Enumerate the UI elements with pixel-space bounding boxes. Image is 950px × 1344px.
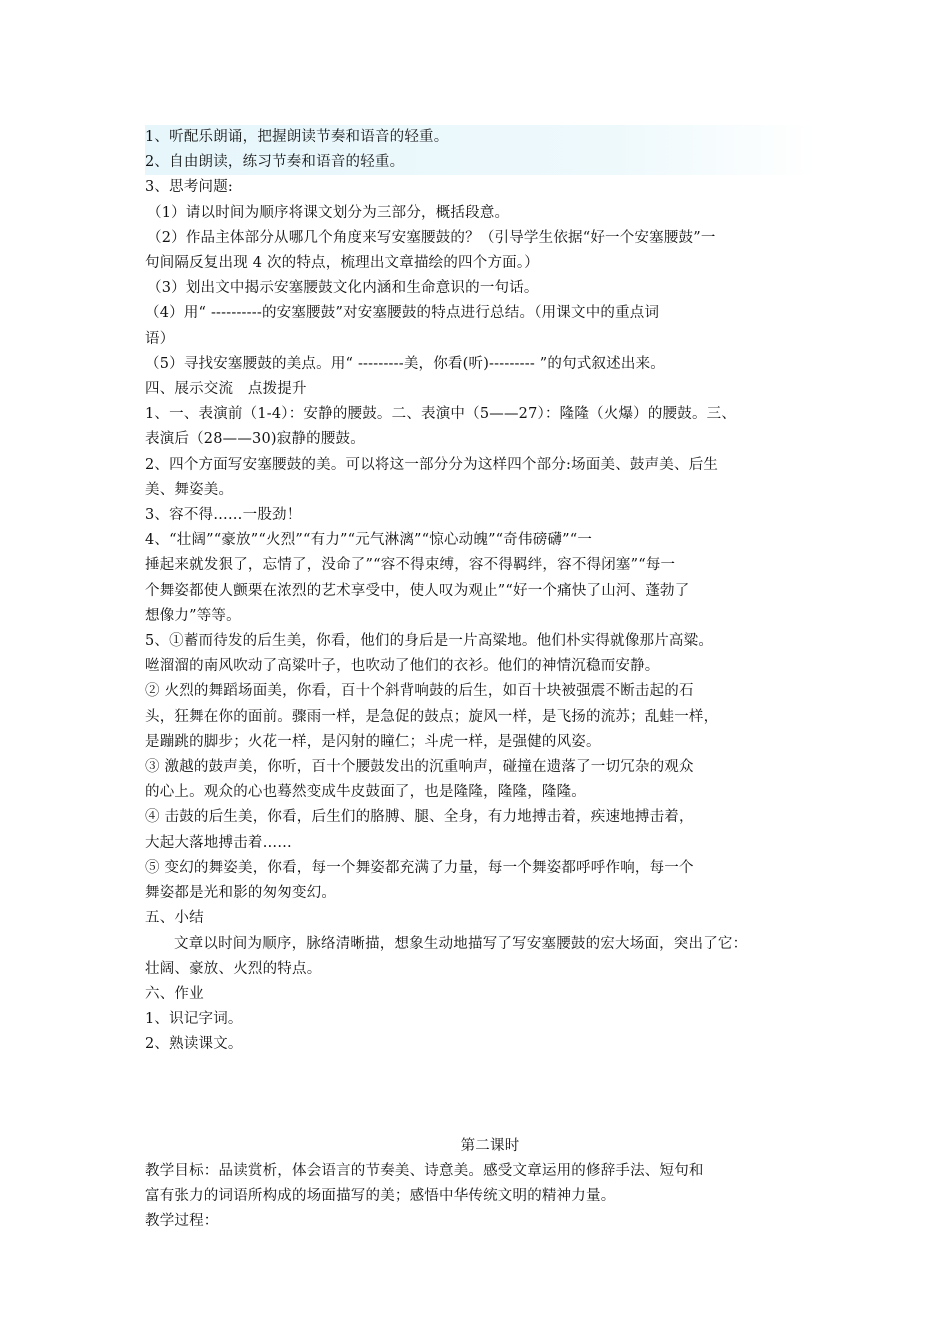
text-line: 1、听配乐朗诵，把握朗读节奏和语音的轻重。 <box>145 125 815 150</box>
objective-line: 教学目标：品读赏析，体会语言的节奏美、诗意美。感受文章运用的修辞手法、短句和 <box>145 1162 704 1179</box>
text-line: 的心上。观众的心也蓦然变成牛皮鼓面了，也是隆隆，隆隆，隆隆。 <box>145 784 586 801</box>
text-line: （1）请以时间为顺序将课文划分为三部分，概括段意。 <box>147 204 510 221</box>
blank-space <box>145 1058 815 1134</box>
text-line: 头，狂舞在你的面前。骤雨一样，是急促的鼓点；旋风一样，是飞扬的流苏；乱蛙一样， <box>145 708 719 725</box>
text-line: （2）作品主体部分从哪几个角度来写安塞腰鼓的？（引导学生依据“好一个安塞腰鼓”一 <box>147 229 716 246</box>
text-line: 捶起来就发狠了，忘情了，没命了”“容不得束缚，容不得羁绊，容不得闭塞”“每一 <box>145 557 676 574</box>
text-line: 美、舞姿美。 <box>145 481 234 498</box>
text-line: 大起大落地搏击着…… <box>145 834 292 851</box>
text-line: 4、“壮阔”“豪放”“火烈”“有力”“元气淋漓”“惊心动魄”“奇伟磅礴”“一 <box>145 532 593 549</box>
text-line: 2、自由朗读，练习节奏和语音的轻重。 <box>145 150 815 175</box>
section-heading: 五、小结 <box>145 910 204 927</box>
text-line: ③ 激越的鼓声美，你听，百十个腰鼓发出的沉重响声，碰撞在遗落了一切冗杂的观众 <box>145 759 694 776</box>
text-line: 舞姿都是光和影的匆匆变幻。 <box>145 885 337 902</box>
document-page <box>145 125 815 1234</box>
text-line: 个舞姿都使人颤栗在浓烈的艺术享受中，使人叹为观止”“好一个痛快了山河、蓬勃了 <box>145 582 690 599</box>
text-line: 1、识记字词。 <box>145 1011 243 1028</box>
text-line: 2、四个方面写安塞腰鼓的美。可以将这一部分分为这样四个部分:场面美、鼓声美、后生 <box>145 456 719 473</box>
section-heading: 四、展示交流 点拨提升 <box>145 381 307 398</box>
text-line: 2、熟读课文。 <box>145 1036 243 1053</box>
text-line: 3、容不得……一股劲！ <box>145 507 302 524</box>
text-line: 壮阔、豪放、火烈的特点。 <box>145 960 322 977</box>
text-line: 是蹦跳的脚步；火花一样，是闪射的瞳仁；斗虎一样，是强健的风姿。 <box>145 733 601 750</box>
process-heading: 教学过程： <box>145 1213 219 1230</box>
text-line: （3）划出文中揭示安塞腰鼓文化内涵和生命意识的一句话。 <box>147 280 539 297</box>
objective-line: 富有张力的词语所构成的场面描写的美；感悟中华传统文明的精神力量。 <box>145 1187 616 1204</box>
text-line: 3、思考问题: <box>145 179 234 196</box>
section-heading: 六、作业 <box>145 985 204 1002</box>
text-line: （5）寻找安塞腰鼓的美点。用“ ---------美，你看(听)--------- ”的句式叙述出来。 <box>145 355 665 372</box>
text-line: 1、一、表演前（1-4）：安静的腰鼓。二、表演中（5——27）：隆隆（火爆）的腰鼓。三、 <box>145 406 737 423</box>
text-line: 表演后（28——30)寂静的腰鼓。 <box>145 431 365 448</box>
text-line: 文章以时间为顺序，脉络清晰描，想象生动地描写了写安塞腰鼓的宏大场面，突出了它： <box>174 935 748 952</box>
text-line: 想像力”等等。 <box>145 607 241 624</box>
text-line: 咝溜溜的南风吹动了高粱叶子，也吹动了他们的衣衫。他们的神情沉稳而安静。 <box>145 658 660 675</box>
text-line: 语） <box>145 330 175 347</box>
text-line: 5、①蓄而待发的后生美，你看，他们的身后是一片高粱地。他们朴实得就像那片高粱。 <box>145 633 714 650</box>
text-line: （4）用“ ----------的安塞腰鼓”对安塞腰鼓的特点进行总结。（用课文中的重点词 <box>145 305 660 322</box>
text-line: ④ 击鼓的后生美，你看，后生们的胳膊、腿、全身，有力地搏击着，疾速地搏击着， <box>145 809 694 826</box>
text-line: ② 火烈的舞蹈场面美，你看，百十个斜背响鼓的后生，如百十块被强震不断击起的石 <box>145 683 694 700</box>
text-line: ⑤ 变幻的舞姿美，你看，每一个舞姿都充满了力量，每一个舞姿都呼呼作响，每一个 <box>145 859 694 876</box>
text-line: 句间隔反复出现 4 次的特点，梳理出文章描绘的四个方面。） <box>145 255 539 272</box>
lesson-title: 第二课时 <box>460 1137 520 1154</box>
